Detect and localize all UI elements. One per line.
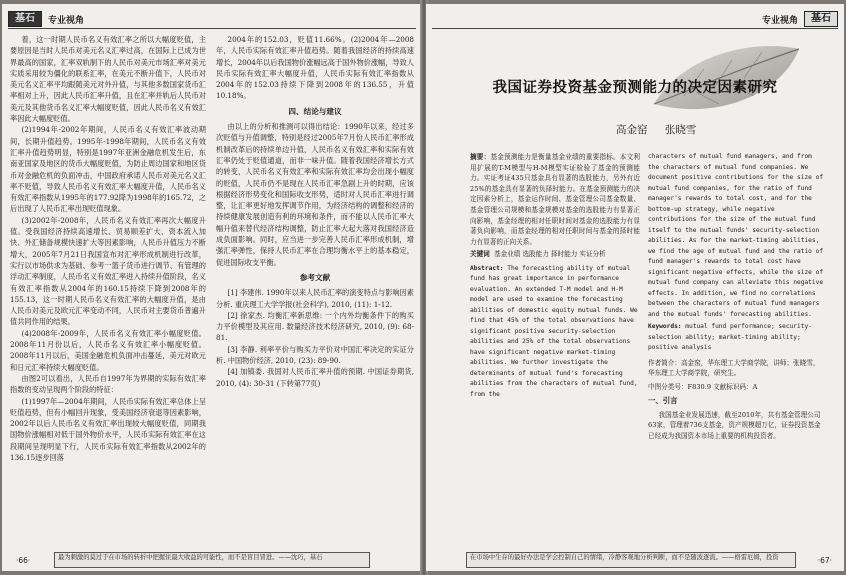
intro-heading: 一、引言 (648, 396, 678, 405)
intro-text: 我国基金业发展迅速，截至2010年，共有基金管理公司63家，管理着736支基金，资产规模超万亿，证券投资基金已经成为我国资本市场上重要的机构投资者。 (648, 410, 821, 440)
abstract-en-label: Abstract: (470, 264, 504, 272)
classification-number: 中图分类号：F830.9 文献标识码：A (648, 382, 758, 391)
paragraph: (4)2008年-2009年，人民币名义有效汇率小幅度贬值。2008年11月份以后，人民币名义有效汇率小幅度贬值。2008年11月以后，美国金融危机负面冲击蔓延，美元对欧元和日元汇率持续大幅度贬值。 (10, 328, 206, 372)
right-page-header (756, 10, 838, 28)
abstract-en-text-right: characters of mutual fund managers, and from the characters of mutual fund companies. We document positive contributions for the size of mutual fund companies, for the ratio of fund manager's rewards to total cost, and for the bottom-up strategy, while negative contributions for the size of the mutual fund itself to the mutual funds' security-selection abilities. As for the market-timing abilities, we find the age of mutual fund and the ratio of fund manager's rewards to total cost have significant negative effects, while the size of mutual fund company can alleviate this negative effects. In addition, we find no correlations between the characters of mutual fund managers and the mutual funds' forecasting abilities. (648, 153, 824, 318)
abstract-chinese (470, 152, 640, 400)
left-page (2, 4, 422, 571)
left-footer-quote: 最为刺激的莫过于在市场的转折中把握住最大收益的可能性，而不是盲目冒进。——沈巧，基石 (54, 552, 370, 568)
paragraph: (1)1997年—2004年期间，人民币实际有效汇率总体上呈贬值趋势，但有小幅回升现象，受美国经济衰退等因素影响，2002年以后人民币名义有效汇率出现较大幅度贬值，同期我国物价涨幅相对低于国外物价水平，人民币实际有效汇率在这段期间呈现明显下行，人民币实际有效汇率指数从2002年的136.15逐步回落 (10, 396, 206, 462)
abstract-cn-label: 摘要： (470, 153, 491, 161)
keywords-en-text: mutual fund performance; security-selection ability; market-timing ability; positive analysis (648, 323, 812, 351)
reference-item: [3] 李静. 利率平价与购买力平价对中国汇率决定的实证分析. 中国物价经济, 2010, (23): 89-90. (216, 344, 414, 366)
right-header-rule (432, 28, 838, 29)
reference-item: [2] 徐家杰. 均衡汇率新思维: 一个内外均衡条件下的购买力平价模型及其应用. 数量经济技术经济研究, 2010, (9): 68-81. (216, 310, 414, 343)
paragraph: 着，这一时期人民币名义有效汇率之所以大幅度贬值，主要原因是当时人民币对美元名义汇率过高，在国际上已成为世界最高的国家，汇率双轨制下的人民币对美元市场汇率对美元实质采用较为僵化的联系汇率，在美元不断升值下，人民币对美元名义汇率平均跟随美元对外升值，与其他多数国家货币汇率相对上升，因此人民币汇率升值，且在汇率并轨后人民币对美元及其他货币名义汇率大幅度贬值，因此人民币名义有效汇率因此大幅度贬值。 (10, 35, 206, 124)
keywords-cn-label: 关键词 (470, 250, 490, 259)
abstract-cn-text: 基金预测能力是衡量基金业绩的重要指标。本文利用扩展的T-M模型与H-M模型实证检验了基金的预测能力。实证考证435只基金具有显著的选股能力，另外有近25%的基金具有显著的负择时能力。在基金预测能力的决定因素分析上，基金运作时间、基金管理公司基金数量、基金管理公司规模和基金规模对基金的选股能力有显著正向影响，基金经理的相对任职时间对基金的选股能力有显著负向影响，而基金经理的相对任职时间与基金的择时能力有显著的正向关系。 (470, 153, 641, 246)
paragraph: (3)2002年-2008年，人民币名义有效汇率再次大幅度升值。受我国经济持续高速增长、贸易顺差扩大、资本流入加快、外汇储备规模快速扩大等因素影响，人民币升值压力不断增大，2005年7月21日我国宣布对汇率形成机制进行改革，实行以市场供求为基础、参考一篮子货币进行调节、有管理的浮动汇率制度，人民币名义有效汇率进入持续升值阶段，名义有效汇率指数从2004年的160.15持续下降到2008年的155.13，这一时期人民币名义有效汇率的大幅度升值，是由人民币对美元及欧元汇率变动不同，人民币对主要货币普遍升值共同作用的结果。 (10, 215, 206, 327)
author-info: 作者简介：高金窑，华东理工大学商学院，讲师；张晓雪，华东理工大学商学院，研究生。 (648, 358, 820, 377)
paragraph: 由图2可以看出，人民币自1997年为界期的实际有效汇率指数的变动呈现两个阶段的特征： (10, 373, 206, 395)
left-page-header (8, 10, 90, 28)
abstract-english-right (648, 152, 824, 441)
right-header-section: 专业视角 (761, 15, 798, 26)
right-page (426, 4, 844, 571)
references-heading: 参考文献 (299, 272, 331, 282)
right-footer-quote: 在市场中生存的最好办法是学会控制自己的情绪，冷静客观地分析判断，而不是随波逐流。——格雷厄姆，投资 (466, 552, 796, 568)
paragraph: (2)1994年-2002年期间，人民币名义有效汇率波动期间，长期升值趋势。1995年-1998年期间，人民币名义有效汇率升值趋势明显，特别是1997年亚洲金融危机发生后，东南亚国家及地区的货币大幅度贬值，为防止周边国家和地区货币对金融危机的负面冲击，中国政府承诺人民币对美元名义汇率不贬值，导致人民币名义有效汇率大幅度升值，人民币名义有效汇率指数从1995年的177.92降为1998年的165.72，之后出现了人民币汇率出现贬值现象。 (10, 125, 206, 214)
left-header-rule (8, 28, 416, 29)
left-header-section: 专业视角 (48, 15, 85, 26)
right-page-number: ·67· (817, 556, 832, 565)
keywords-cn (470, 249, 640, 260)
article-authors: 高金窑 张晓雪 (616, 124, 697, 136)
paragraph: 由以上的分析和推测可以得出结论：1990年以来，经过多次贬值与升值调整，特别是经过2005年7月份人民币汇率形成机制改革后的持续单边升值，人民币名义有效汇率和实际有效汇率仍处于贬值通道，而非一味升值。随着我国经济增长方式的转变，人民币名义有效汇率和实际有效汇率均会出现小幅度的贬值，人民币仍不是现在人民币汇率急剧上升的时期，应该根据经济形势变化和国际收支形势，适时对人民币汇率进行调整，让汇率更好地发挥调节作用，为经济结构的调整和经济的持续健康发展创造有利的环境和条件，而不能以人民币汇率大幅升值来替代经济结构调整，防止汇率大起大落对我国经济造成负面影响。同时，应当进一步完善人民币汇率形成机制，增强汇率弹性，保持人民币汇率在合理均衡水平上的基本稳定，促进国际收支平衡。 (216, 122, 414, 267)
article-title: 我国证券投资基金预测能力的决定因素研究 (492, 79, 778, 96)
left-column-2 (216, 34, 414, 549)
reference-item: [1] 李建伟. 1990年以来人民币汇率的演变特点与影响因素分析. 重庆理工大学学报(社会科学), 2010, (11): 1-12. (216, 288, 414, 309)
keywords-en (648, 322, 824, 354)
keywords-cn-text: 基金业绩 选股能力 择时能力 实证分析 (493, 250, 606, 259)
left-header-tag: 基石 (8, 11, 42, 27)
abstract-english-left (470, 264, 640, 401)
right-header-tag: 基石 (804, 11, 838, 27)
left-column-1 (10, 34, 206, 549)
keywords-en-label: Keywords: (648, 323, 682, 330)
abstract-en-text-left: The forecasting ability of mutual fund has great importance in performance evaluation. An extended T-M model and H-M model are used to examine the forecasting abilities of domestic equity mutual funds. We find that 45% of the total observations have significant positive security-selection abilities and 25% of the total observations have significant negative market-timing abilities. We further investigate the determinants of mutual fund's forecasting abilities from the characters of mutual fund, from the (470, 264, 638, 398)
paragraph: 2004年的152.03，贬值11.66%。(2)2004年—2008年，人民币实际有效汇率升值趋势。随着我国经济的持续高速增长，2004年以后我国物价涨幅远高于国外物价涨幅，导致人民币实际有效汇率大幅度升值，人民币实际有效汇率指数从2004年的152.03持续下降到2008年的136.55，升值10.18%。 (216, 35, 414, 101)
section-heading: 四、结论与建议 (288, 106, 342, 116)
left-page-number: ·66· (16, 556, 31, 565)
reference-item: [4] 加镇委. 我国对人民币汇率升值的预期. 中国证券期货, 2010, (4): 30-31 (下转第77页) (216, 367, 414, 388)
